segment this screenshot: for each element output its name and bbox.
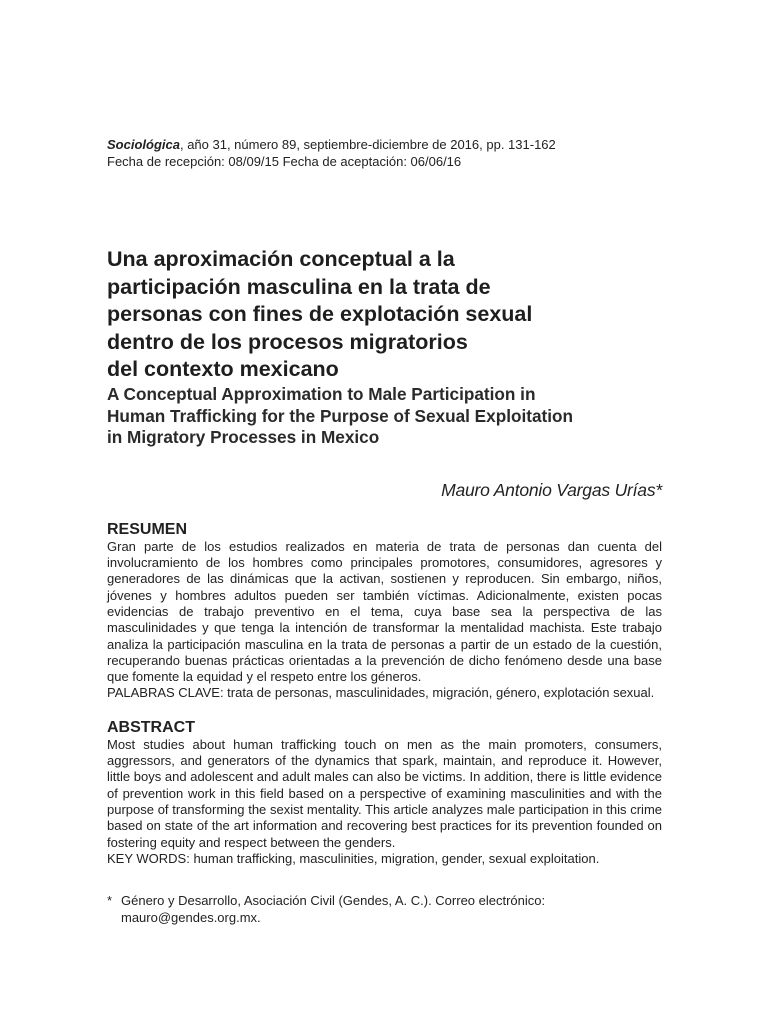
abstract-text: Most studies about human trafficking touch on men as the main promoters, consumers, aggressors, and generators of the dynamics that spark, maintain, and reproduce it. However, little boys and adolescent and adult males can also be victims. In addition, there is little evidence of prevention work in this field based on a perspective of examining masculinities and with the purpose of transforming the sexist mentality. This article analyzes male participation in this crime based on state of the art information and recovering best practices for its prevention founded on fostering equity and respect between the genders.: [107, 736, 662, 850]
footnote-mark: *: [107, 893, 113, 909]
subtitle-line: Human Trafficking for the Purpose of Sexual Exploitation: [107, 405, 574, 426]
submission-dates: Fecha de recepción: 08/09/15 Fecha de aceptación: 06/06/16: [107, 154, 462, 169]
abstract-keywords: KEY WORDS: human trafficking, masculinities, migration, gender, sexual exploitation.: [107, 850, 600, 866]
author-footnote: [107, 893, 666, 926]
title-line: dentro de los procesos migratorios: [107, 329, 468, 354]
article-first-page: [107, 136, 662, 926]
citation-details: , año 31, número 89, septiembre-diciembre de 2016, pp. 131-162: [179, 137, 556, 152]
resumen-heading: RESUMEN: [107, 520, 188, 538]
footnote-text: Género y Desarrollo, Asociación Civil (Gendes, A. C.). Correo electrónico: mauro@gendes.org.mx.: [121, 893, 546, 925]
title-line: personas con fines de explotación sexual: [107, 302, 533, 327]
title-line: participación masculina en la trata de: [107, 274, 491, 299]
resumen-text: Gran parte de los estudios realizados en materia de trata de personas dan cuenta del involucramiento de los hombres como principales promotores, consumidores, agresores y generadores de las dinámicas que la activan, sostienen y reproducen. Sin embargo, niños, jóvenes y hombres adultos pueden ser también víctimas. Adicionalmente, existen pocas evidencias de trabajo preventivo en el tema, cuya base sea la perspectiva de las masculinidades y que tenga la intención de transformar la mentalidad machista. Este trabajo analiza la participación masculina en la trata de personas a partir de un estado de la cuestión, recuperando buenas prácticas orientadas a la prevención de dicho fenómeno desde una base que fomente la equidad y el respeto entre los géneros.: [107, 538, 662, 685]
article-title: [107, 246, 627, 384]
subtitle-line: A Conceptual Approximation to Male Participation in: [107, 383, 536, 404]
english-title: [107, 384, 662, 449]
title-line: Una aproximación conceptual a la: [107, 247, 455, 271]
journal-citation: [107, 136, 662, 153]
title-line: del contexto mexicano: [107, 357, 339, 382]
journal-name: Sociológica: [107, 137, 180, 152]
resumen-keywords: PALABRAS CLAVE: trata de personas, masculinidades, migración, género, explotación sexual.: [107, 685, 655, 701]
subtitle-line: in Migratory Processes in Mexico: [107, 427, 380, 448]
abstract-heading: ABSTRACT: [107, 718, 195, 736]
author-name: Mauro Antonio Vargas Urías*: [441, 479, 662, 500]
